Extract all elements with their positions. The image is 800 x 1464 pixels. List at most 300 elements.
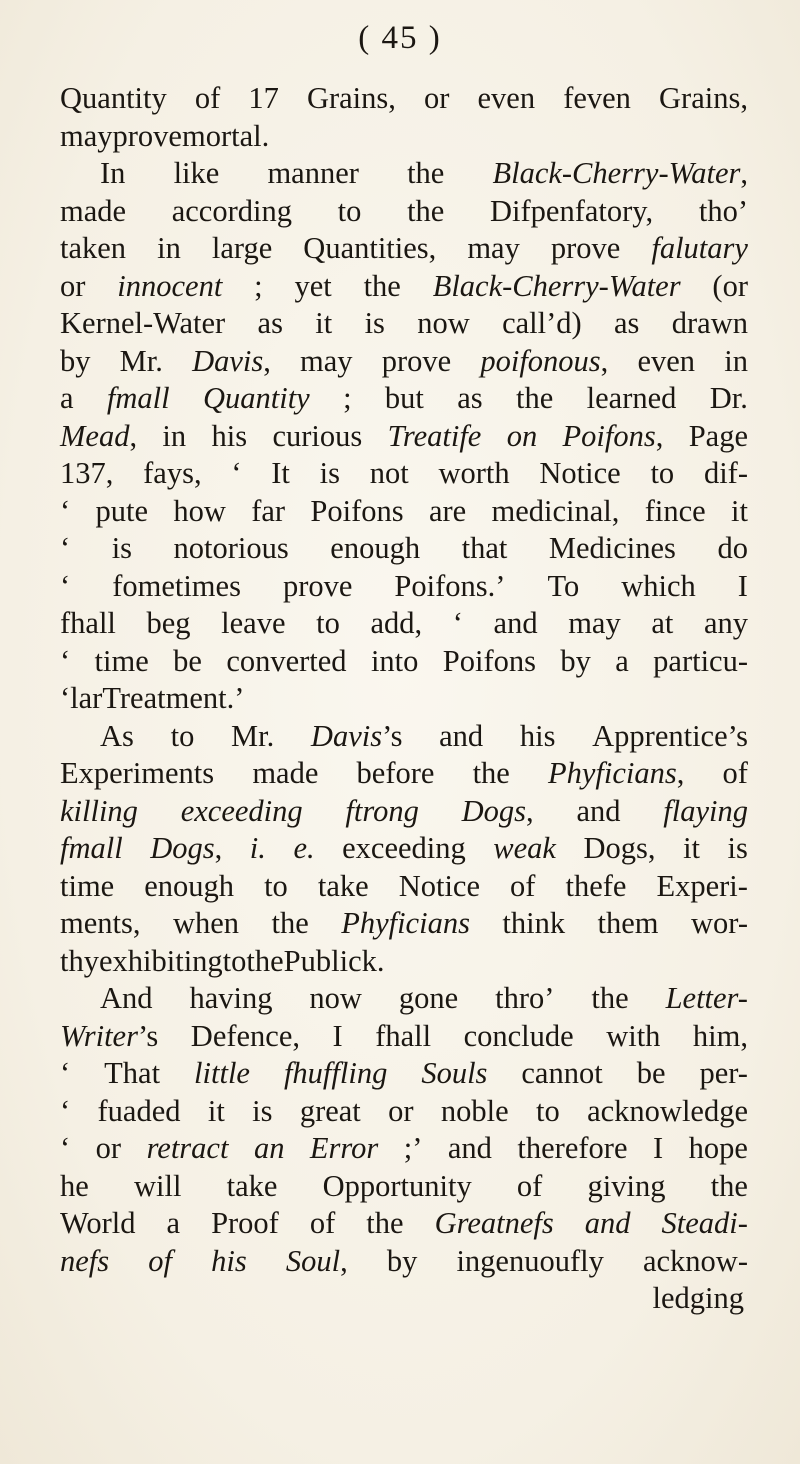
roman-text: Dr. [709, 381, 748, 415]
text-line [60, 755, 748, 793]
italic-text: Dogs [461, 793, 527, 828]
roman-text: of [722, 756, 748, 790]
word [560, 643, 591, 681]
word [303, 230, 436, 268]
word [399, 980, 458, 1018]
italic-text: Mead [60, 418, 130, 453]
text-line [60, 568, 748, 606]
roman-text: to [264, 868, 288, 903]
text-line [60, 230, 748, 268]
roman-text: to [337, 193, 362, 228]
word [653, 1130, 663, 1168]
italic-text: Souls [421, 1056, 488, 1090]
roman-text: exceeding [342, 831, 466, 865]
word [134, 1168, 181, 1206]
roman-text: ;’ [403, 1131, 423, 1165]
text-line [60, 680, 748, 718]
roman-text: Quantity [60, 81, 167, 115]
word [203, 380, 310, 418]
word [148, 1243, 172, 1281]
italic-text: little [194, 1056, 250, 1090]
text-line [60, 455, 748, 493]
roman-text: taken [60, 231, 127, 265]
text-line [60, 868, 748, 906]
word [364, 268, 401, 306]
word [637, 343, 695, 381]
roman-text: Experiments [60, 756, 215, 790]
word [60, 830, 123, 868]
word [330, 530, 420, 568]
word [663, 793, 748, 831]
roman-text: and [493, 606, 538, 640]
word [113, 118, 182, 156]
word [615, 643, 629, 681]
roman-text: gone [398, 981, 459, 1015]
roman-text: a [615, 643, 629, 678]
roman-text: think [502, 906, 566, 940]
word [417, 305, 470, 343]
roman-text: prove [550, 231, 621, 265]
word [689, 418, 748, 456]
word [307, 80, 396, 118]
word [651, 605, 673, 643]
word [653, 643, 748, 681]
roman-text: them [597, 906, 659, 940]
word [102, 680, 244, 718]
italic-text: on [506, 418, 538, 453]
word [60, 530, 70, 568]
word [662, 1205, 748, 1243]
roman-text: he [60, 1168, 89, 1203]
word [167, 1205, 181, 1243]
roman-text: Experi- [656, 868, 748, 903]
roman-text: to [170, 718, 195, 753]
italic-text: Error [309, 1131, 379, 1165]
word [606, 1018, 660, 1056]
text-line [60, 268, 748, 306]
italic-text: Davis [192, 343, 264, 378]
roman-text: manner [267, 156, 359, 190]
word [60, 1018, 158, 1056]
word [60, 868, 114, 906]
word [231, 718, 274, 756]
roman-text: Dogs, [583, 831, 656, 865]
word [172, 193, 292, 231]
word [584, 830, 656, 868]
roman-text: by [60, 343, 91, 378]
roman-text: acknowledge [587, 1093, 748, 1128]
word [323, 1168, 472, 1206]
roman-text: it [731, 493, 748, 528]
word [387, 1243, 418, 1281]
word [250, 830, 266, 868]
word [254, 268, 262, 306]
italic-text: nefs [60, 1243, 110, 1278]
roman-text: curious [272, 418, 363, 453]
word [144, 868, 234, 906]
roman-text: , [526, 793, 534, 828]
word [438, 455, 509, 493]
italic-text: Treatife [387, 418, 482, 453]
word [309, 980, 362, 1018]
roman-text: and [439, 718, 484, 753]
word [294, 268, 331, 306]
roman-text: Mr. [119, 343, 163, 378]
roman-text: And [100, 981, 153, 1015]
roman-text: the [516, 381, 554, 415]
word [547, 568, 579, 606]
word [691, 905, 748, 943]
word [441, 1093, 509, 1131]
roman-text: cannot [521, 1056, 603, 1090]
roman-text: now [417, 306, 470, 340]
roman-text: drawn [671, 306, 748, 340]
roman-text: As [100, 718, 134, 753]
word [388, 418, 482, 456]
word [421, 1055, 487, 1093]
word [60, 193, 126, 231]
italic-text: Greatnefs [434, 1206, 554, 1240]
roman-text: is [364, 306, 385, 340]
word [493, 830, 556, 868]
roman-text: but [384, 381, 424, 415]
word [672, 305, 748, 343]
roman-text: notorious [173, 531, 289, 565]
roman-text: may [568, 606, 621, 640]
word [404, 1130, 423, 1168]
word [492, 493, 620, 531]
word [433, 268, 681, 306]
word [60, 118, 113, 156]
word [60, 80, 167, 118]
word [120, 343, 163, 381]
roman-text: it [683, 831, 701, 865]
word [271, 455, 290, 493]
roman-text: the [366, 1206, 404, 1240]
roman-text: Grains, [659, 81, 748, 115]
word [516, 380, 553, 418]
roman-text: Quantities, [303, 231, 437, 265]
roman-text: it [315, 306, 333, 340]
word [223, 943, 247, 981]
roman-text: and [576, 793, 621, 828]
word [147, 1130, 229, 1168]
word [60, 1168, 89, 1206]
text-line [60, 1018, 748, 1056]
roman-text: in [724, 343, 748, 378]
word [502, 305, 582, 343]
word [60, 905, 140, 943]
roman-text: according [171, 193, 292, 228]
roman-text: I [737, 568, 748, 603]
word [211, 1243, 247, 1281]
word [212, 230, 272, 268]
roman-text: like [173, 156, 220, 190]
word [338, 193, 362, 231]
word [173, 905, 239, 943]
word [591, 980, 628, 1018]
roman-text: feven [563, 81, 631, 115]
roman-text: , [129, 418, 138, 453]
roman-text: as [457, 381, 483, 415]
roman-text: add, [370, 606, 423, 640]
word [293, 830, 314, 868]
word [490, 193, 653, 231]
italic-text: ftrong [345, 793, 419, 828]
roman-text: of [194, 81, 221, 115]
roman-text: Notice [539, 456, 621, 490]
word [60, 230, 126, 268]
word [212, 418, 248, 456]
word [100, 155, 125, 193]
word [311, 718, 403, 756]
roman-text: the [271, 906, 309, 940]
italic-text: killing [60, 793, 138, 828]
roman-text: , [263, 343, 271, 378]
page-number: ( 45 ) [358, 20, 442, 56]
text-line [60, 1205, 748, 1243]
word [258, 305, 283, 343]
word [704, 605, 748, 643]
word [174, 530, 289, 568]
word [194, 1055, 250, 1093]
word [310, 493, 403, 531]
roman-text: any [703, 606, 748, 640]
word [252, 1093, 272, 1131]
roman-text: I [652, 1131, 664, 1165]
italic-text: Poifons [562, 418, 656, 453]
word [563, 418, 664, 456]
roman-text: Treatment.’ [102, 681, 245, 715]
roman-text: even [637, 343, 696, 378]
word [456, 1243, 603, 1281]
roman-text: to [650, 456, 675, 490]
word [60, 1205, 135, 1243]
word [316, 605, 340, 643]
word [710, 380, 748, 418]
roman-text: do [717, 531, 748, 565]
roman-text: per- [699, 1056, 748, 1090]
word [645, 493, 706, 531]
roman-text: which [621, 568, 696, 603]
word [300, 343, 353, 381]
roman-text: That [104, 1056, 161, 1090]
italic-text: Writer [60, 1018, 138, 1053]
word [521, 1055, 602, 1093]
word [284, 1055, 387, 1093]
roman-text: to [316, 606, 340, 640]
word [693, 1018, 748, 1056]
roman-text: learned [586, 381, 677, 415]
roman-text: made [60, 193, 127, 228]
roman-text: ‘ [60, 643, 71, 678]
roman-text: when [172, 906, 240, 940]
roman-text: before [356, 756, 435, 790]
text-line [60, 1168, 748, 1206]
roman-text: the [363, 268, 401, 303]
word [60, 1243, 109, 1281]
text-line [60, 380, 748, 418]
word [656, 868, 747, 906]
text-line [60, 193, 748, 231]
roman-text: Page [688, 418, 748, 453]
roman-text: the [407, 193, 445, 228]
italic-text: Dogs [150, 831, 215, 865]
word [143, 455, 201, 493]
text-line [60, 1093, 748, 1131]
roman-text: as [257, 306, 283, 340]
word [365, 305, 385, 343]
roman-text: , [740, 156, 748, 190]
roman-text: ; [343, 381, 352, 415]
word [248, 80, 279, 118]
word [333, 1018, 343, 1056]
word [315, 305, 332, 343]
roman-text: a [60, 381, 74, 415]
roman-text: Mr. [231, 718, 275, 753]
roman-text: , [340, 1243, 348, 1278]
word [60, 643, 70, 681]
italic-text: Black-Cherry-Water [492, 156, 741, 190]
word [520, 718, 556, 756]
word [191, 1018, 300, 1056]
roman-text: Publick. [283, 943, 385, 978]
text-line [60, 643, 748, 681]
word [666, 980, 748, 1018]
word [300, 1093, 361, 1131]
word [117, 268, 222, 306]
word [462, 530, 508, 568]
word [174, 155, 220, 193]
word [182, 118, 269, 156]
italic-text: i. [249, 831, 266, 865]
word [462, 793, 534, 831]
roman-text: converted [226, 643, 347, 678]
word [320, 455, 340, 493]
italic-text: his [211, 1243, 247, 1278]
roman-text: or [388, 1093, 414, 1128]
word [502, 905, 565, 943]
roman-text: a [166, 1206, 181, 1240]
roman-text: the [591, 981, 629, 1015]
roman-text: time [60, 868, 115, 903]
word [357, 755, 435, 793]
word [271, 905, 308, 943]
word [96, 1130, 121, 1168]
word [492, 155, 748, 193]
word [650, 455, 674, 493]
word [60, 268, 85, 306]
text-line [60, 155, 748, 193]
word [162, 418, 186, 456]
roman-text: may [60, 118, 113, 153]
roman-text: In [100, 156, 126, 190]
roman-text: thro’ [495, 981, 555, 1015]
word [699, 1055, 748, 1093]
text-line [60, 980, 748, 1018]
roman-text: not [369, 456, 409, 490]
word [614, 305, 639, 343]
text-line [60, 1130, 748, 1168]
word [60, 793, 138, 831]
word [407, 155, 444, 193]
roman-text: or [60, 268, 86, 303]
roman-text: lar [70, 681, 103, 715]
word [173, 493, 226, 531]
roman-text: fince [644, 493, 706, 528]
italic-text: Letter- [665, 981, 748, 1015]
word [478, 80, 536, 118]
roman-text: ’s [137, 1018, 159, 1053]
italic-text: Phyficians [341, 906, 470, 940]
roman-text: ‘ [60, 568, 71, 603]
word [96, 493, 149, 531]
word [60, 605, 116, 643]
word [264, 868, 288, 906]
italic-text: exceeding [180, 793, 303, 828]
italic-text: fmall [106, 381, 170, 415]
word [424, 80, 449, 118]
word [99, 943, 223, 981]
text-line [60, 418, 748, 456]
word [712, 268, 748, 306]
roman-text: Poifons [310, 493, 404, 528]
roman-text: ‘ [60, 1056, 71, 1090]
roman-text: ‘ [60, 531, 71, 565]
word [104, 1055, 160, 1093]
roman-text: at [651, 606, 674, 640]
word [60, 305, 225, 343]
word [60, 418, 137, 456]
roman-text: to [536, 1093, 560, 1128]
word [195, 80, 220, 118]
word [343, 380, 351, 418]
word [272, 418, 362, 456]
word [60, 1093, 70, 1131]
word [435, 1205, 554, 1243]
roman-text: yet [294, 268, 332, 303]
roman-text: enough [144, 868, 235, 903]
word [551, 230, 620, 268]
italic-text: weak [493, 831, 556, 865]
text-line [60, 943, 748, 981]
roman-text: ‘ [60, 1131, 71, 1165]
roman-text: into [370, 643, 419, 678]
roman-text: ledging [652, 1281, 744, 1315]
italic-text: Soul [285, 1243, 341, 1278]
word [717, 530, 748, 568]
roman-text: Medicines [548, 531, 676, 565]
word [181, 793, 303, 831]
roman-text: the [710, 1168, 748, 1203]
roman-text: Difpenfatory, [490, 193, 654, 228]
word [457, 380, 482, 418]
italic-text: poifonous [480, 343, 601, 378]
text-line [60, 793, 748, 831]
word [453, 605, 463, 643]
roman-text: may [467, 231, 520, 265]
roman-text: or [424, 81, 450, 115]
roman-text: prove [381, 343, 452, 378]
word [467, 230, 520, 268]
roman-text: by [560, 643, 591, 678]
word [394, 568, 505, 606]
italic-text: retract [146, 1131, 229, 1165]
roman-text: take [226, 1168, 278, 1203]
word [189, 980, 272, 1018]
roman-text: of [516, 1168, 543, 1203]
word [517, 1168, 542, 1206]
